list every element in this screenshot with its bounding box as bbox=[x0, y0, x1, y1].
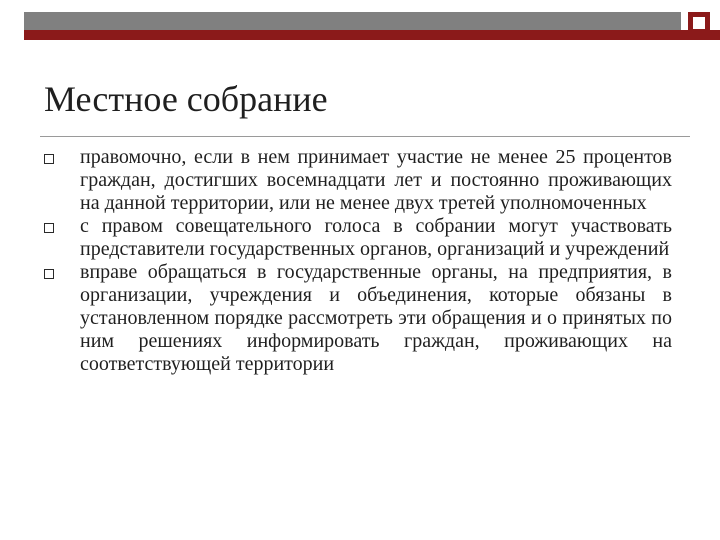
square-bullet-icon bbox=[44, 154, 54, 164]
header-red-bar bbox=[24, 30, 720, 40]
bullet-text: с правом совещательного голоса в собрании могут участвовать представители государственных органов, организаций и учреждений bbox=[80, 215, 672, 260]
corner-square-inner bbox=[693, 17, 705, 29]
bullet-item bbox=[44, 261, 672, 376]
bullet-text: вправе обращаться в государственные органы, на предприятия, в организации, учреждения и объединения, которые обязаны в установленном порядке рассмотреть эти обращения и о принятых по ним решениях информировать граждан, проживающих на соответствующей территории bbox=[80, 261, 672, 375]
bullet-list bbox=[44, 146, 672, 376]
square-bullet-icon bbox=[44, 269, 54, 279]
bullet-text: правомочно, если в нем принимает участие не менее 25 процентов граждан, достигших восемнадцати лет и постоянно проживающих на данной территории, или не менее двух третей уполномоченных bbox=[80, 146, 672, 214]
header-gray-bar bbox=[24, 12, 681, 30]
title-divider bbox=[40, 136, 690, 137]
bullet-item bbox=[44, 215, 672, 261]
square-bullet-icon bbox=[44, 223, 54, 233]
bullet-item bbox=[44, 146, 672, 215]
slide-title: Местное собрание bbox=[44, 79, 328, 119]
